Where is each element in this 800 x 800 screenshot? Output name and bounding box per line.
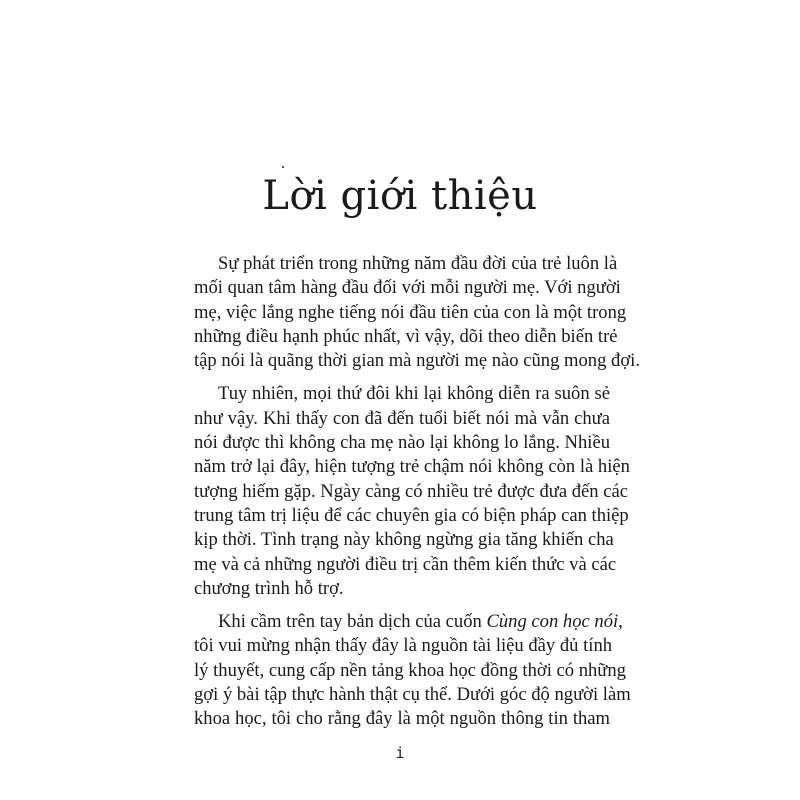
text-line	[194, 610, 623, 634]
text-line: tượng hiếm gặp. Ngày càng có nhiều trẻ được đưa đến các	[194, 480, 629, 502]
text-line: trung tâm trị liệu để các chuyên gia có biện pháp can thiệp	[194, 504, 629, 526]
paragraph-3	[194, 610, 631, 731]
text-line: tôi vui mừng nhận thấy đây là nguồn tài liệu đầy đủ tính	[194, 635, 613, 657]
text-line: mối quan tâm hàng đầu đối với mỗi người mẹ. Với người	[194, 277, 621, 299]
paragraph-2	[194, 382, 630, 601]
body-text	[194, 252, 640, 741]
text-run: Khi cầm trên tay bản dịch của cuốn	[218, 611, 487, 633]
text-line: Sự phát triển trong những năm đầu đời của trẻ luôn là	[218, 253, 618, 274]
text-line: mẹ và cả những người điều trị cần thêm kiến thức và các	[194, 553, 617, 575]
text-line: kịp thời. Tình trạng này không ngừng gia tăng khiến cha	[194, 529, 614, 551]
text-line: gợi ý bài tập thực hành thật cụ thể. Dưới góc độ người làm	[194, 684, 631, 706]
page-number: i	[395, 744, 405, 762]
text-line: mẹ, việc lắng nghe tiếng nói đầu tiên của con là một trong	[194, 301, 627, 323]
text-line: nói được thì không cha mẹ nào lại không lo lắng. Nhiều	[194, 432, 610, 454]
text-line: lý thuyết, cung cấp nền tảng khoa học đồng thời có những	[194, 659, 626, 681]
text-line: khoa học, tôi cho rằng đây là một nguồn thông tin tham	[194, 708, 610, 730]
text-line: chương trình hỗ trợ.	[194, 577, 344, 599]
paragraph-1	[194, 252, 640, 373]
text-line: những điều hạnh phúc nhất, vì vậy, dõi theo diễn biến trẻ	[194, 325, 618, 347]
text-line: tập nói là quãng thời gian mà người mẹ nào cũng mong đợi.	[194, 350, 640, 372]
text-line: như vậy. Khi thấy con đã đến tuổi biết nói mà vẫn chưa	[194, 407, 610, 429]
page-title: Lời giới thiệu	[262, 173, 538, 219]
text-line: Tuy nhiên, mọi thứ đôi khi lại không diễn ra suôn sẻ	[218, 383, 610, 405]
text-line: năm trở lại đây, hiện tượng trẻ chậm nói không còn là hiện	[194, 456, 630, 478]
book-title: Cùng con học nói,	[486, 611, 623, 633]
